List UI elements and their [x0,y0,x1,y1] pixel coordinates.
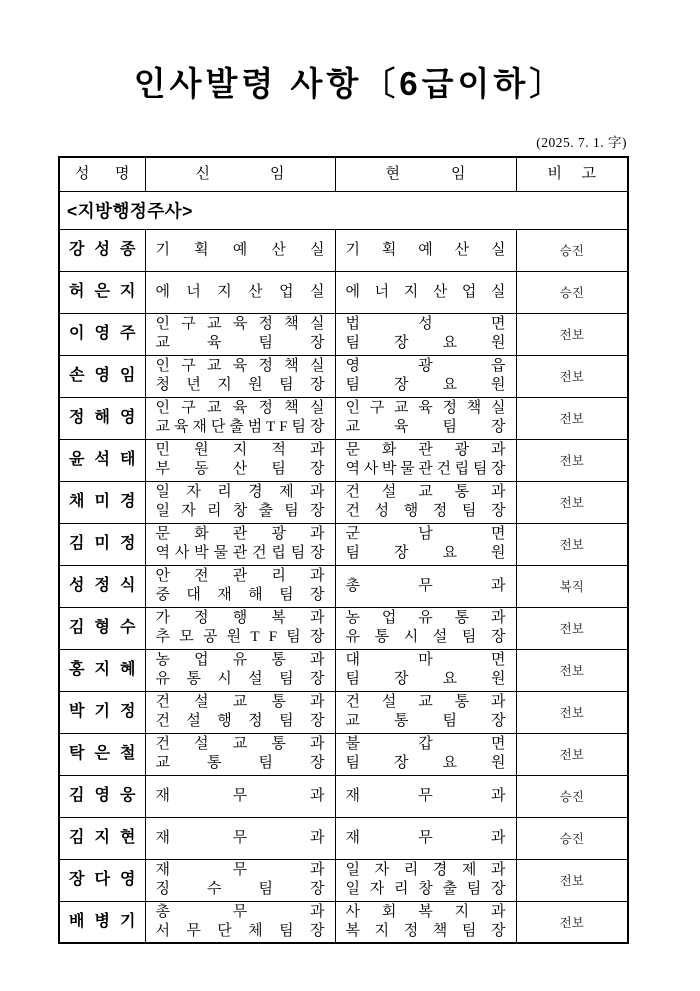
remark-cell: 복직 [516,565,628,607]
page-title: 인사발령 사항〔6급이하〕 [133,65,567,102]
new-position-cell: 재 무 과 [145,817,335,859]
current-position-cell: 법 성 면 팀 장 요 원 [335,313,516,355]
table-row [59,313,628,355]
name-cell: 장 다 영 [59,859,145,901]
name-cell: 박 기 정 [59,691,145,733]
current-position-cell: 인 구 교 육 정 책 실 교 육 팀 장 [335,397,516,439]
new-position-cell: 안 전 관 리 과 중 대 재 해 팀 장 [145,565,335,607]
new-position-cell: 농 업 유 통 과 유 통 시 설 팀 장 [145,649,335,691]
new-position-cell: 인 구 교 육 정 책 실 교 육 재 단 출 범 T F 팀 장 [145,397,335,439]
new-position-cell: 문 화 관 광 과 역 사 박 물 관 건 립 팀 장 [145,523,335,565]
table-row [59,775,628,817]
remark-cell: 승진 [516,817,628,859]
name-cell: 채 미 경 [59,481,145,523]
new-position-cell: 건 설 교 통 과 건 설 행 정 팀 장 [145,691,335,733]
section-header-row [59,191,628,229]
table-row [59,691,628,733]
current-position-cell: 에 너 지 산 업 실 [335,271,516,313]
header-new-position: 신 임 [145,157,335,191]
name-cell: 강 성 종 [59,229,145,271]
table-row [59,901,628,943]
current-position-cell: 총 무 과 [335,565,516,607]
current-position-cell: 일 자 리 경 제 과 일 자 리 창 출 팀 장 [335,859,516,901]
current-position-cell: 건 설 교 통 과 건 성 행 정 팀 장 [335,481,516,523]
current-position-cell: 문 화 관 광 과 역 사 박 물 관 건 립 팀 장 [335,439,516,481]
name-cell: 배 병 기 [59,901,145,943]
name-cell: 탁 은 철 [59,733,145,775]
new-position-cell: 에 너 지 산 업 실 [145,271,335,313]
table-row [59,733,628,775]
table-row [59,649,628,691]
remark-cell: 전보 [516,481,628,523]
new-position-cell: 건 설 교 통 과 교 통 팀 장 [145,733,335,775]
name-cell: 허 은 지 [59,271,145,313]
new-position-cell: 기 획 예 산 실 [145,229,335,271]
name-cell: 윤 석 태 [59,439,145,481]
table-row [59,229,628,271]
new-position-cell: 민 원 지 적 과 부 동 산 팀 장 [145,439,335,481]
remark-cell: 전보 [516,859,628,901]
remark-cell: 전보 [516,439,628,481]
table-row [59,859,628,901]
remark-cell: 승진 [516,271,628,313]
current-position-cell: 불 갑 면 팀 장 요 원 [335,733,516,775]
table-row [59,271,628,313]
current-position-cell: 재 무 과 [335,817,516,859]
remark-cell: 승진 [516,229,628,271]
name-cell: 이 영 주 [59,313,145,355]
remark-cell: 전보 [516,691,628,733]
remark-cell: 전보 [516,733,628,775]
name-cell: 김 형 수 [59,607,145,649]
new-position-cell: 인 구 교 육 정 책 실 교 육 팀 장 [145,313,335,355]
remark-cell: 전보 [516,649,628,691]
current-position-cell: 사 회 복 지 과 복 지 정 책 팀 장 [335,901,516,943]
new-position-cell: 재 무 과 [145,775,335,817]
section-header: <지방행정주사> [59,191,628,229]
personnel-table [58,156,629,944]
header-name: 성 명 [59,157,145,191]
table-row [59,607,628,649]
table-row [59,481,628,523]
current-position-cell: 기 획 예 산 실 [335,229,516,271]
table-row [59,355,628,397]
remark-cell: 전보 [516,607,628,649]
name-cell: 김 영 웅 [59,775,145,817]
new-position-cell: 총 무 과 서 무 단 체 팀 장 [145,901,335,943]
remark-cell: 전보 [516,523,628,565]
new-position-cell: 인 구 교 육 정 책 실 청 년 지 원 팀 장 [145,355,335,397]
name-cell: 손 영 임 [59,355,145,397]
remark-cell: 전보 [516,313,628,355]
current-position-cell: 영 광 읍 팀 장 요 원 [335,355,516,397]
table-body [59,191,628,943]
table-row [59,565,628,607]
new-position-cell: 가 정 행 복 과 추 모 공 원 T F 팀 장 [145,607,335,649]
current-position-cell: 재 무 과 [335,775,516,817]
table-row [59,397,628,439]
header-current-position: 현 임 [335,157,516,191]
name-cell: 성 정 식 [59,565,145,607]
current-position-cell: 군 남 면 팀 장 요 원 [335,523,516,565]
new-position-cell: 재 무 과 징 수 팀 장 [145,859,335,901]
table-row [59,817,628,859]
current-position-cell: 대 마 면 팀 장 요 원 [335,649,516,691]
remark-cell: 전보 [516,355,628,397]
remark-cell: 승진 [516,775,628,817]
date-note: (2025. 7. 1. 字) [536,135,627,150]
table-row [59,439,628,481]
header-remark: 비 고 [516,157,628,191]
name-cell: 김 미 정 [59,523,145,565]
table-row [59,523,628,565]
table-header-row [59,157,628,191]
name-cell: 정 해 영 [59,397,145,439]
remark-cell: 전보 [516,397,628,439]
current-position-cell: 농 업 유 통 과 유 통 시 설 팀 장 [335,607,516,649]
current-position-cell: 건 설 교 통 과 교 통 팀 장 [335,691,516,733]
new-position-cell: 일 자 리 경 제 과 일 자 리 창 출 팀 장 [145,481,335,523]
name-cell: 김 지 현 [59,817,145,859]
remark-cell: 전보 [516,901,628,943]
name-cell: 홍 지 혜 [59,649,145,691]
